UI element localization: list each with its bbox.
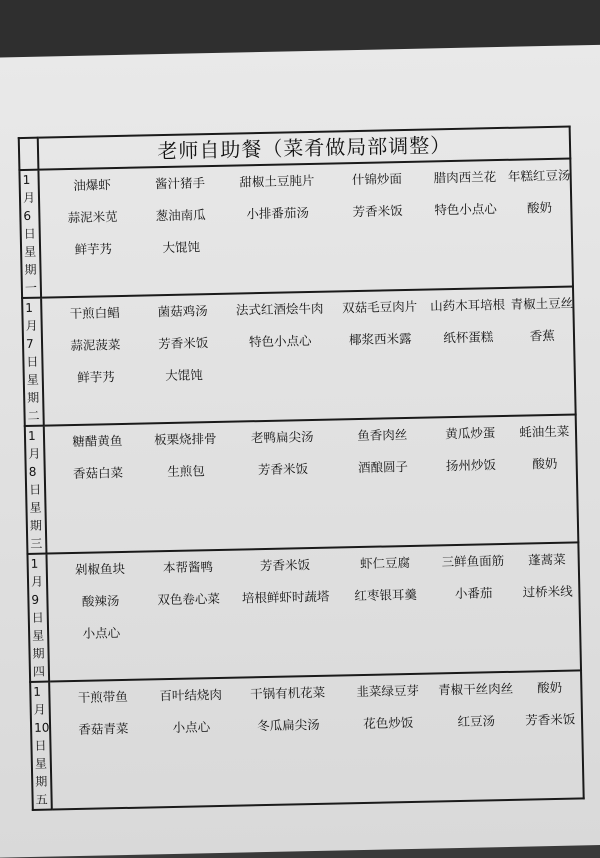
dish-item: 红枣银耳羹: [354, 586, 418, 604]
day-label: [27, 554, 49, 682]
dish-item: 双菇毛豆肉片: [341, 298, 418, 316]
dish-item: 酱汁猪手: [154, 175, 206, 192]
dish-item: 芳香米饭: [257, 461, 309, 478]
dish-item: 纸杯蛋糕: [443, 329, 494, 346]
dish-grid: [48, 543, 580, 660]
dish-item: 糖醋黄鱼: [72, 432, 123, 450]
dish-item: 酒酿圆子: [357, 458, 409, 476]
dish-item: 小点心: [82, 625, 121, 641]
dish-cell: [47, 542, 582, 681]
dish-item: 过桥米线: [522, 583, 573, 600]
dish-item: 芳香米饭: [158, 335, 209, 352]
dish-item: 韭菜绿豆芽: [356, 682, 420, 700]
day-row: [25, 414, 579, 554]
dish-item: 红豆汤: [457, 713, 496, 730]
dish-item: 蚝油生菜: [519, 423, 570, 440]
dish-item: 青椒干丝肉丝: [437, 680, 514, 698]
dish-item: 青椒土豆丝: [510, 295, 574, 312]
dish-item: 芳香米饭: [352, 203, 403, 220]
dish-item: 干煎带鱼: [77, 688, 128, 705]
dish-item: 香菇青菜: [78, 720, 129, 737]
dish-item: 剁椒鱼块: [74, 560, 126, 577]
day-row: [30, 670, 584, 810]
dish-cell: [49, 670, 584, 809]
dish-item: 菌菇鸡汤: [157, 303, 208, 320]
dish-item: 蒜泥菠菜: [70, 336, 121, 354]
dish-item: 鱼香肉丝: [357, 427, 408, 444]
dish-item: 虾仁豆腐: [359, 554, 411, 572]
dish-item: 干煎白鲳: [69, 304, 120, 322]
dish-grid: [42, 288, 574, 405]
dish-cell: [44, 414, 579, 553]
day-label: [25, 426, 47, 554]
dish-item: 干锅有机花菜: [250, 684, 326, 702]
day-label: [30, 682, 52, 810]
dish-cell: [39, 159, 574, 298]
dish-item: 生煎包: [167, 463, 205, 480]
dish-item: 芳香米饭: [259, 557, 311, 574]
day-row: [22, 286, 576, 426]
dish-item: 小点心: [172, 719, 211, 735]
day-row: [19, 159, 573, 299]
dish-item: 小番茄: [454, 585, 493, 602]
dish-item: 鲜芋艿: [77, 369, 115, 385]
dish-item: 什锦炒面: [351, 171, 403, 188]
dish-item: 油爆虾: [73, 177, 111, 193]
dish-item: 特色小点心: [434, 201, 498, 218]
dish-item: 大馄饨: [165, 367, 203, 384]
dish-item: 黄瓜炒蛋: [445, 425, 496, 442]
menu-title: 老师自助餐（菜肴做局部调整）: [38, 127, 571, 170]
dish-item: 法式红酒烩牛肉: [235, 300, 324, 318]
dish-item: 香菇白菜: [72, 464, 124, 482]
dish-item: 甜椒土豆肫片: [239, 172, 315, 190]
dish-item: 腊肉西兰花: [433, 169, 497, 186]
dish-item: 双色卷心菜: [157, 590, 221, 608]
dish-item: 山药木耳培根: [429, 296, 506, 314]
corner-cell: [19, 138, 39, 170]
day-label-text: 1月10日星期五: [33, 684, 50, 807]
dish-item: 培根鲜虾时蔬塔: [241, 588, 330, 606]
dish-item: 鲜芋艿: [74, 241, 113, 257]
dish-item: 板栗烧排骨: [153, 430, 217, 448]
menu-paper: [0, 44, 600, 858]
dish-grid: [45, 415, 576, 500]
dish-item: 椰浆西米露: [348, 330, 412, 348]
dish-grid: [50, 671, 581, 756]
dish-item: 酸奶: [526, 199, 553, 216]
dish-cell: [41, 286, 576, 425]
dish-item: 葱油南瓜: [155, 207, 206, 224]
dish-item: 老鸭扁尖汤: [250, 428, 314, 446]
dish-item: 三鲜鱼面筋: [441, 552, 505, 570]
day-label-text: 1月6日星期一: [22, 172, 38, 295]
day-label: [22, 298, 44, 426]
menu-table: [18, 126, 585, 811]
dish-item: 蓬蒿菜: [528, 551, 566, 568]
dish-item: 小排番茄汤: [246, 205, 310, 222]
dish-item: 年糕红豆汤: [507, 167, 571, 184]
dish-item: 本帮酱鸭: [162, 559, 214, 576]
day-label-text: 1月7日星期二: [25, 300, 40, 423]
dish-item: 酸辣汤: [81, 593, 120, 609]
dish-item: 百叶结烧肉: [159, 686, 223, 704]
day-row: [27, 542, 581, 682]
dish-item: 蒜泥米苋: [67, 209, 118, 226]
dish-item: 花色炒饭: [363, 714, 414, 731]
dish-item: 特色小点心: [248, 332, 312, 350]
dish-item: 酸奶: [532, 455, 558, 472]
dish-item: 大馄饨: [162, 239, 201, 256]
dish-item: 芳香米饭: [525, 711, 576, 728]
day-label-text: 1月9日星期四: [30, 556, 46, 679]
dish-item: 冬瓜扁尖汤: [256, 716, 320, 734]
dish-grid: [40, 160, 572, 277]
dish-item: 香蕉: [529, 327, 555, 344]
day-label: [19, 170, 41, 298]
dish-item: 酸奶: [536, 679, 563, 696]
day-label-text: 1月8日星期三: [27, 428, 43, 551]
dish-item: 扬州炒饭: [445, 457, 497, 474]
